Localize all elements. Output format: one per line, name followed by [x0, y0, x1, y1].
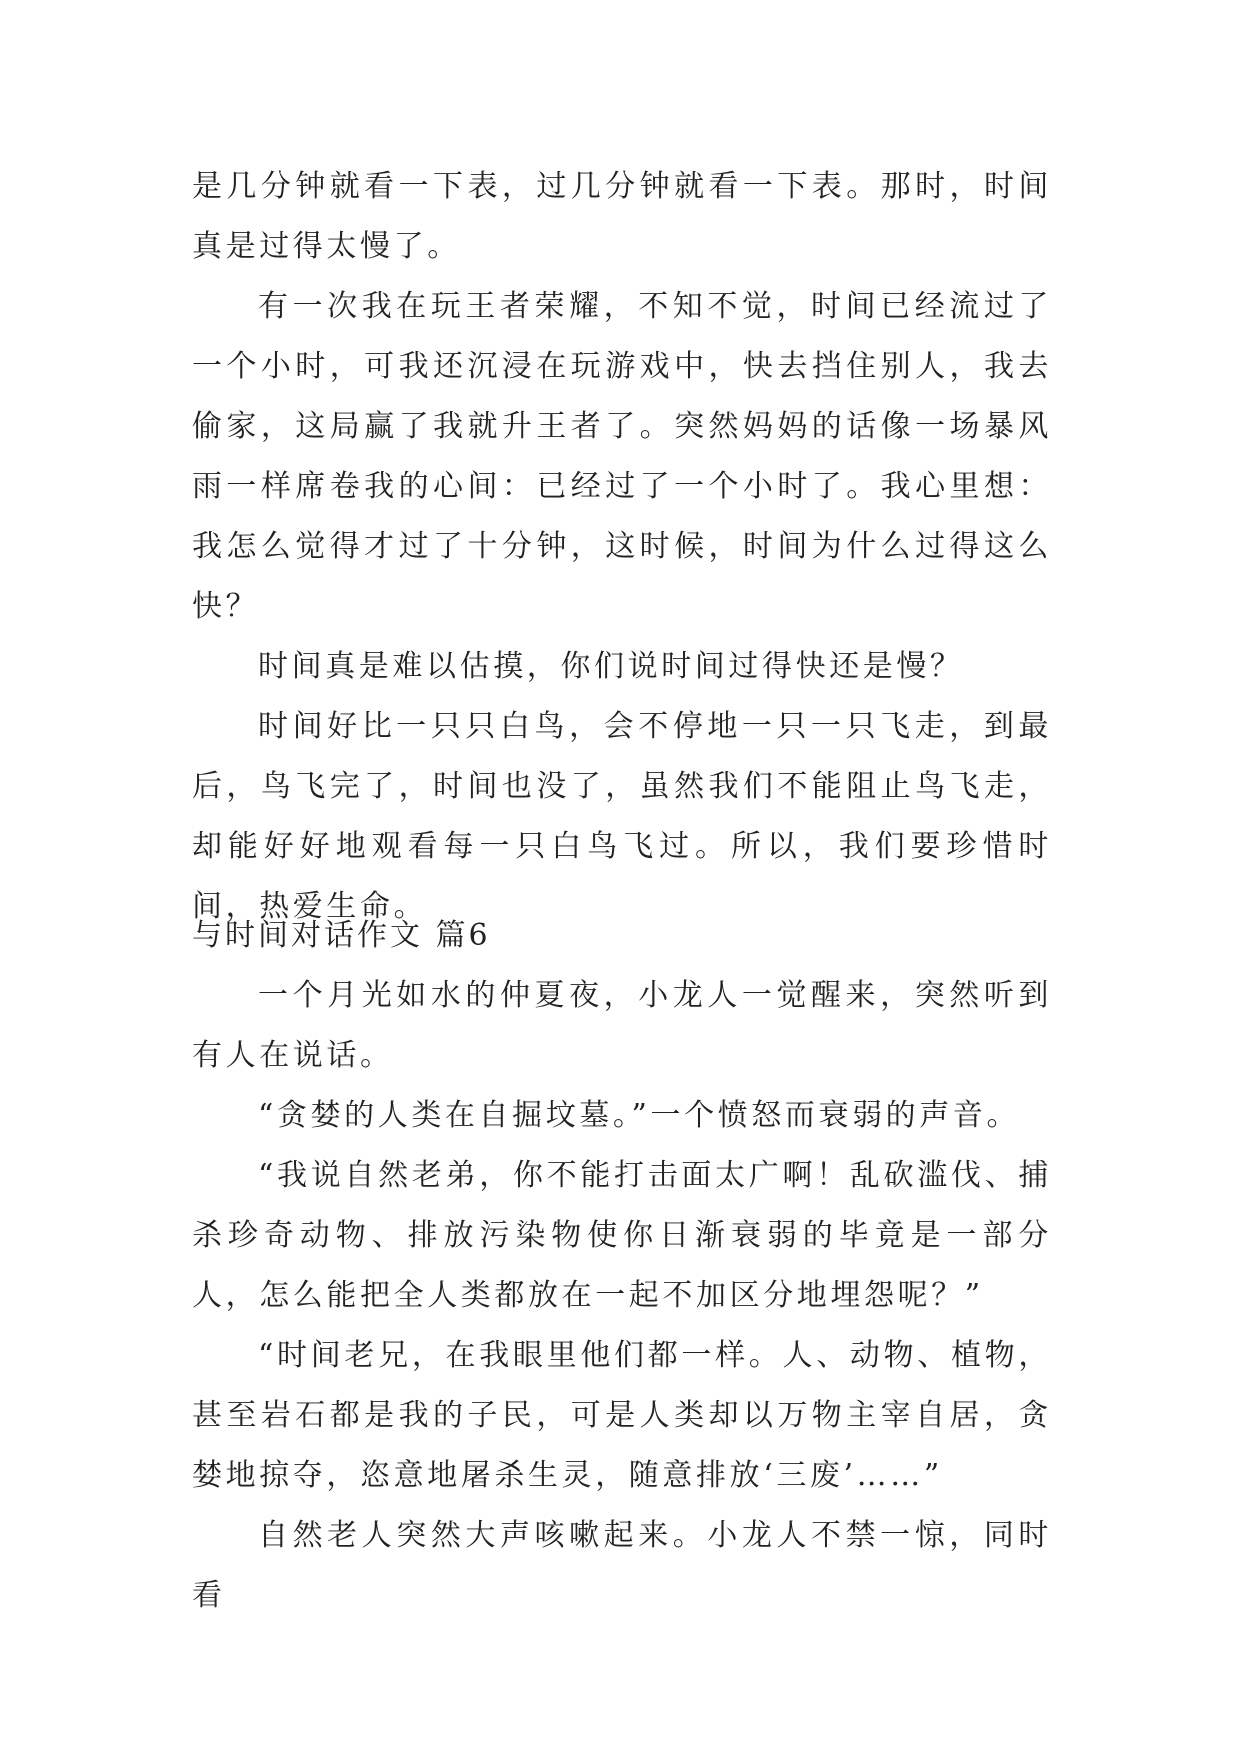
paragraph: “我说自然老弟，你不能打击面太广啊！乱砍滥伐、捕杀珍奇动物、排放污染物使你日渐衰弱的毕竟是一部分人，怎么能把全人类都放在一起不加区分地埋怨呢？” [192, 1158, 1052, 1313]
essay-section-continued [192, 157, 1052, 937]
paragraph-continuation: 是几分钟就看一下表，过几分钟就看一下表。那时，时间真是过得太慢了。 [192, 169, 1052, 264]
paragraph: “时间老兄，在我眼里他们都一样。人、动物、植物，甚至岩石都是我的子民，可是人类却以万物主宰自居，贪婪地掠夺，恣意地屠杀生灵，随意排放‘三废’……” [192, 1338, 1052, 1493]
paragraph: 有一次我在玩王者荣耀，不知不觉，时间已经流过了一个小时，可我还沉浸在玩游戏中，快去挡住别人，我去偷家，这局赢了我就升王者了。突然妈妈的话像一场暴风雨一样席卷我的心间：已经过了一个小时了。我心里想：我怎么觉得才过了十分钟，这时候，时间为什么过得这么快？ [192, 289, 1052, 624]
essay-section-6 [192, 906, 1052, 1626]
paragraph: 时间真是难以估摸，你们说时间过得快还是慢？ [258, 649, 964, 684]
paragraph: 时间好比一只只白鸟，会不停地一只一只飞走，到最后，鸟飞完了，时间也没了，虽然我们不能阻止鸟飞走，却能好好地观看每一只白鸟飞过。所以，我们要珍惜时间，热爱生命。 [192, 709, 1052, 924]
paragraph: 自然老人突然大声咳嗽起来。小龙人不禁一惊，同时看 [192, 1518, 1052, 1613]
paragraph: “贪婪的人类在自掘坟墓。”一个愤怒而衰弱的声音。 [258, 1098, 1021, 1133]
section-heading: 与时间对话作文 篇6 [192, 918, 491, 953]
paragraph: 一个月光如水的仲夏夜，小龙人一觉醒来，突然听到有人在说话。 [192, 978, 1052, 1073]
